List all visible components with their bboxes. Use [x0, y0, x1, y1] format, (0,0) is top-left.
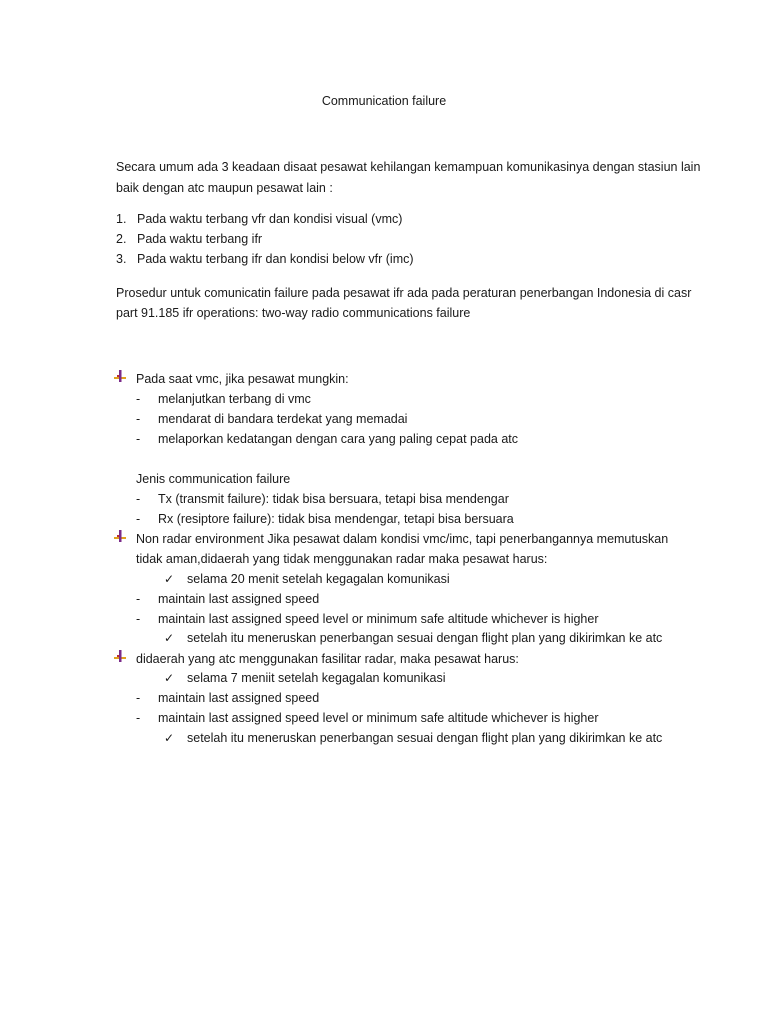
vmc-item: melanjutkan terbang di vmc — [158, 392, 311, 406]
dash-marker: - — [136, 612, 141, 626]
dash-marker: - — [136, 592, 141, 606]
non-radar-dash-item: maintain last assigned speed — [158, 592, 320, 606]
jenis-item: Rx (resiptore failure): tidak bisa mendengar, tetapi bisa bersuara — [158, 512, 514, 526]
check-icon: ✓ — [164, 631, 175, 645]
numbered-list-marker: 3. — [116, 252, 127, 266]
dash-marker: - — [136, 492, 141, 506]
non-radar-line-1: Non radar environment Jika pesawat dalam kondisi vmc/imc, tapi penerbangannya memutuskan — [136, 532, 669, 546]
dash-marker: - — [136, 432, 141, 446]
numbered-list-marker: 1. — [116, 212, 127, 226]
check-icon: ✓ — [164, 572, 175, 586]
check-icon: ✓ — [164, 731, 175, 745]
non-radar-dash-item: maintain last assigned speed level or minimum safe altitude whichever is higher — [158, 612, 599, 626]
intro-paragraph-line-2: baik dengan atc maupun pesawat lain : — [116, 181, 333, 195]
dash-marker: - — [136, 512, 141, 526]
radar-check-item: selama 7 meniit setelah kegagalan komunikasi — [187, 671, 446, 685]
prosedur-paragraph-line-2: part 91.185 ifr operations: two-way radio communications failure — [116, 306, 471, 320]
non-radar-check-item: selama 20 menit setelah kegagalan komunikasi — [187, 572, 450, 586]
numbered-list-item: Pada waktu terbang vfr dan kondisi visual (vmc) — [137, 212, 403, 226]
dash-marker: - — [136, 711, 141, 725]
intro-paragraph-line-1: Secara umum ada 3 keadaan disaat pesawat kehilangan kemampuan komunikasinya dengan stasiun lain — [116, 160, 701, 174]
vmc-item: mendarat di bandara terdekat yang memadai — [158, 412, 408, 426]
vmc-heading: Pada saat vmc, jika pesawat mungkin: — [136, 372, 349, 386]
arrow-bullet-icon — [114, 650, 127, 663]
arrow-bullet-icon — [114, 370, 127, 383]
vmc-item: melaporkan kedatangan dengan cara yang paling cepat pada atc — [158, 432, 518, 446]
dash-marker: - — [136, 691, 141, 705]
dash-marker: - — [136, 392, 141, 406]
radar-check-item: setelah itu meneruskan penerbangan sesuai dengan flight plan yang dikirimkan ke atc — [187, 731, 663, 745]
radar-heading: didaerah yang atc menggunakan fasilitar radar, maka pesawat harus: — [136, 652, 519, 666]
numbered-list-item: Pada waktu terbang ifr dan kondisi below vfr (imc) — [137, 252, 414, 266]
non-radar-check-item: setelah itu meneruskan penerbangan sesuai dengan flight plan yang dikirimkan ke atc — [187, 631, 663, 645]
arrow-bullet-icon — [114, 530, 127, 543]
dash-marker: - — [136, 412, 141, 426]
numbered-list-item: Pada waktu terbang ifr — [137, 232, 263, 246]
page-title: Communication failure — [321, 94, 447, 108]
jenis-item: Tx (transmit failure): tidak bisa bersuara, tetapi bisa mendengar — [158, 492, 509, 506]
jenis-heading: Jenis communication failure — [136, 472, 291, 486]
radar-dash-item: maintain last assigned speed level or minimum safe altitude whichever is higher — [158, 711, 599, 725]
prosedur-paragraph-line-1: Prosedur untuk comunicatin failure pada pesawat ifr ada pada peraturan penerbangan Indonesia di casr — [116, 286, 692, 300]
radar-dash-item: maintain last assigned speed — [158, 691, 320, 705]
non-radar-line-2: tidak aman,didaerah yang tidak menggunakan radar maka pesawat harus: — [136, 552, 548, 566]
numbered-list-marker: 2. — [116, 232, 127, 246]
check-icon: ✓ — [164, 671, 175, 685]
